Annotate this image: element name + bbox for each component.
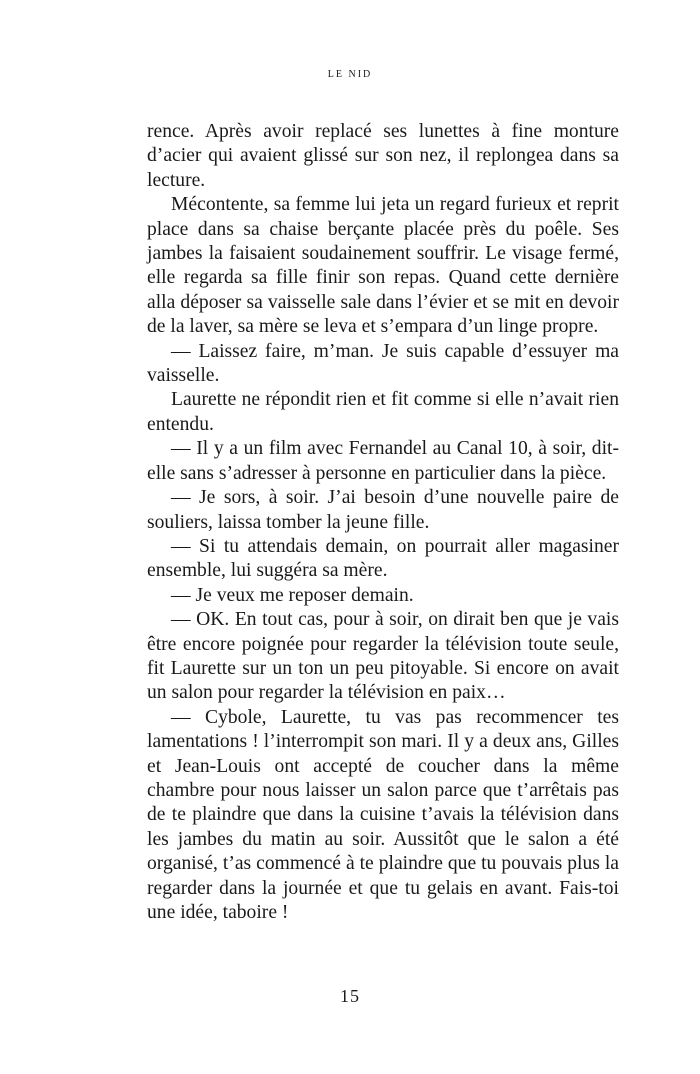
dialogue-line: — Si tu attendais demain, on pourrait aller magasiner ensemble, lui suggéra sa mère. [147, 535, 619, 582]
dialogue-line: — Je veux me reposer demain. [171, 584, 414, 606]
running-head: LE NID [327, 69, 373, 80]
dialogue-line: — Il y a un film avec Fernandel au Canal 10, à soir, dit-elle sans s’adresser à personne en particulier dans la pièce. [147, 438, 619, 484]
dialogue-line: — Je sors, à soir. J’ai besoin d’une nouvelle paire de souliers, laissa tomber la jeune fille. [147, 487, 619, 533]
dialogue-line: — Cybole, Laurette, tu vas pas recommencer tes lamentations ! l’interrompit son mari. Il y a deux ans, Gilles et Jean-Louis ont accepté de coucher dans la même chambre pour nous laisser un salon parce que t’arrêtais pas de te plaindre que dans la cuisine t’avais la télévision dans les jambes du matin au soir. Aussitôt que le salon a été organisé, t’as commencé à te plaindre que tu pouvais plus la regarder dans la journée et que tu gelais en avant. Fais-toi une idée, taboire ! [147, 706, 619, 923]
page-number: 15 [340, 986, 360, 1006]
dialogue-line: — Laissez faire, m’man. Je suis capable d’essuyer ma vaisselle. [147, 340, 619, 387]
dialogue-line: — OK. En tout cas, pour à soir, on dirait ben que je vais être encore poignée pour regarder la télévision toute seule, fit Laurette sur un ton un peu pitoyable. Si encore on avait un salon pour regarder la télévision en paix… [147, 609, 619, 704]
paragraph: rence. Après avoir replacé ses lunettes à fine monture d’acier qui avaient glissé sur son nez, il replongea dans sa lecture. [147, 121, 619, 191]
paragraph: Laurette ne répondit rien et fit comme si elle n’avait rien entendu. [147, 389, 619, 435]
body-text [147, 120, 619, 925]
paragraph: Mécontente, sa femme lui jeta un regard furieux et reprit place dans sa chaise berçante placée près du poêle. Ses jambes la faisaient soudainement souffrir. Le visage fermé, elle regarda sa fille finir son repas. Quand cette dernière alla déposer sa vaisselle sale dans l’évier et se mit en devoir de la laver, sa mère se leva et s’empara d’un linge propre. [147, 194, 619, 338]
